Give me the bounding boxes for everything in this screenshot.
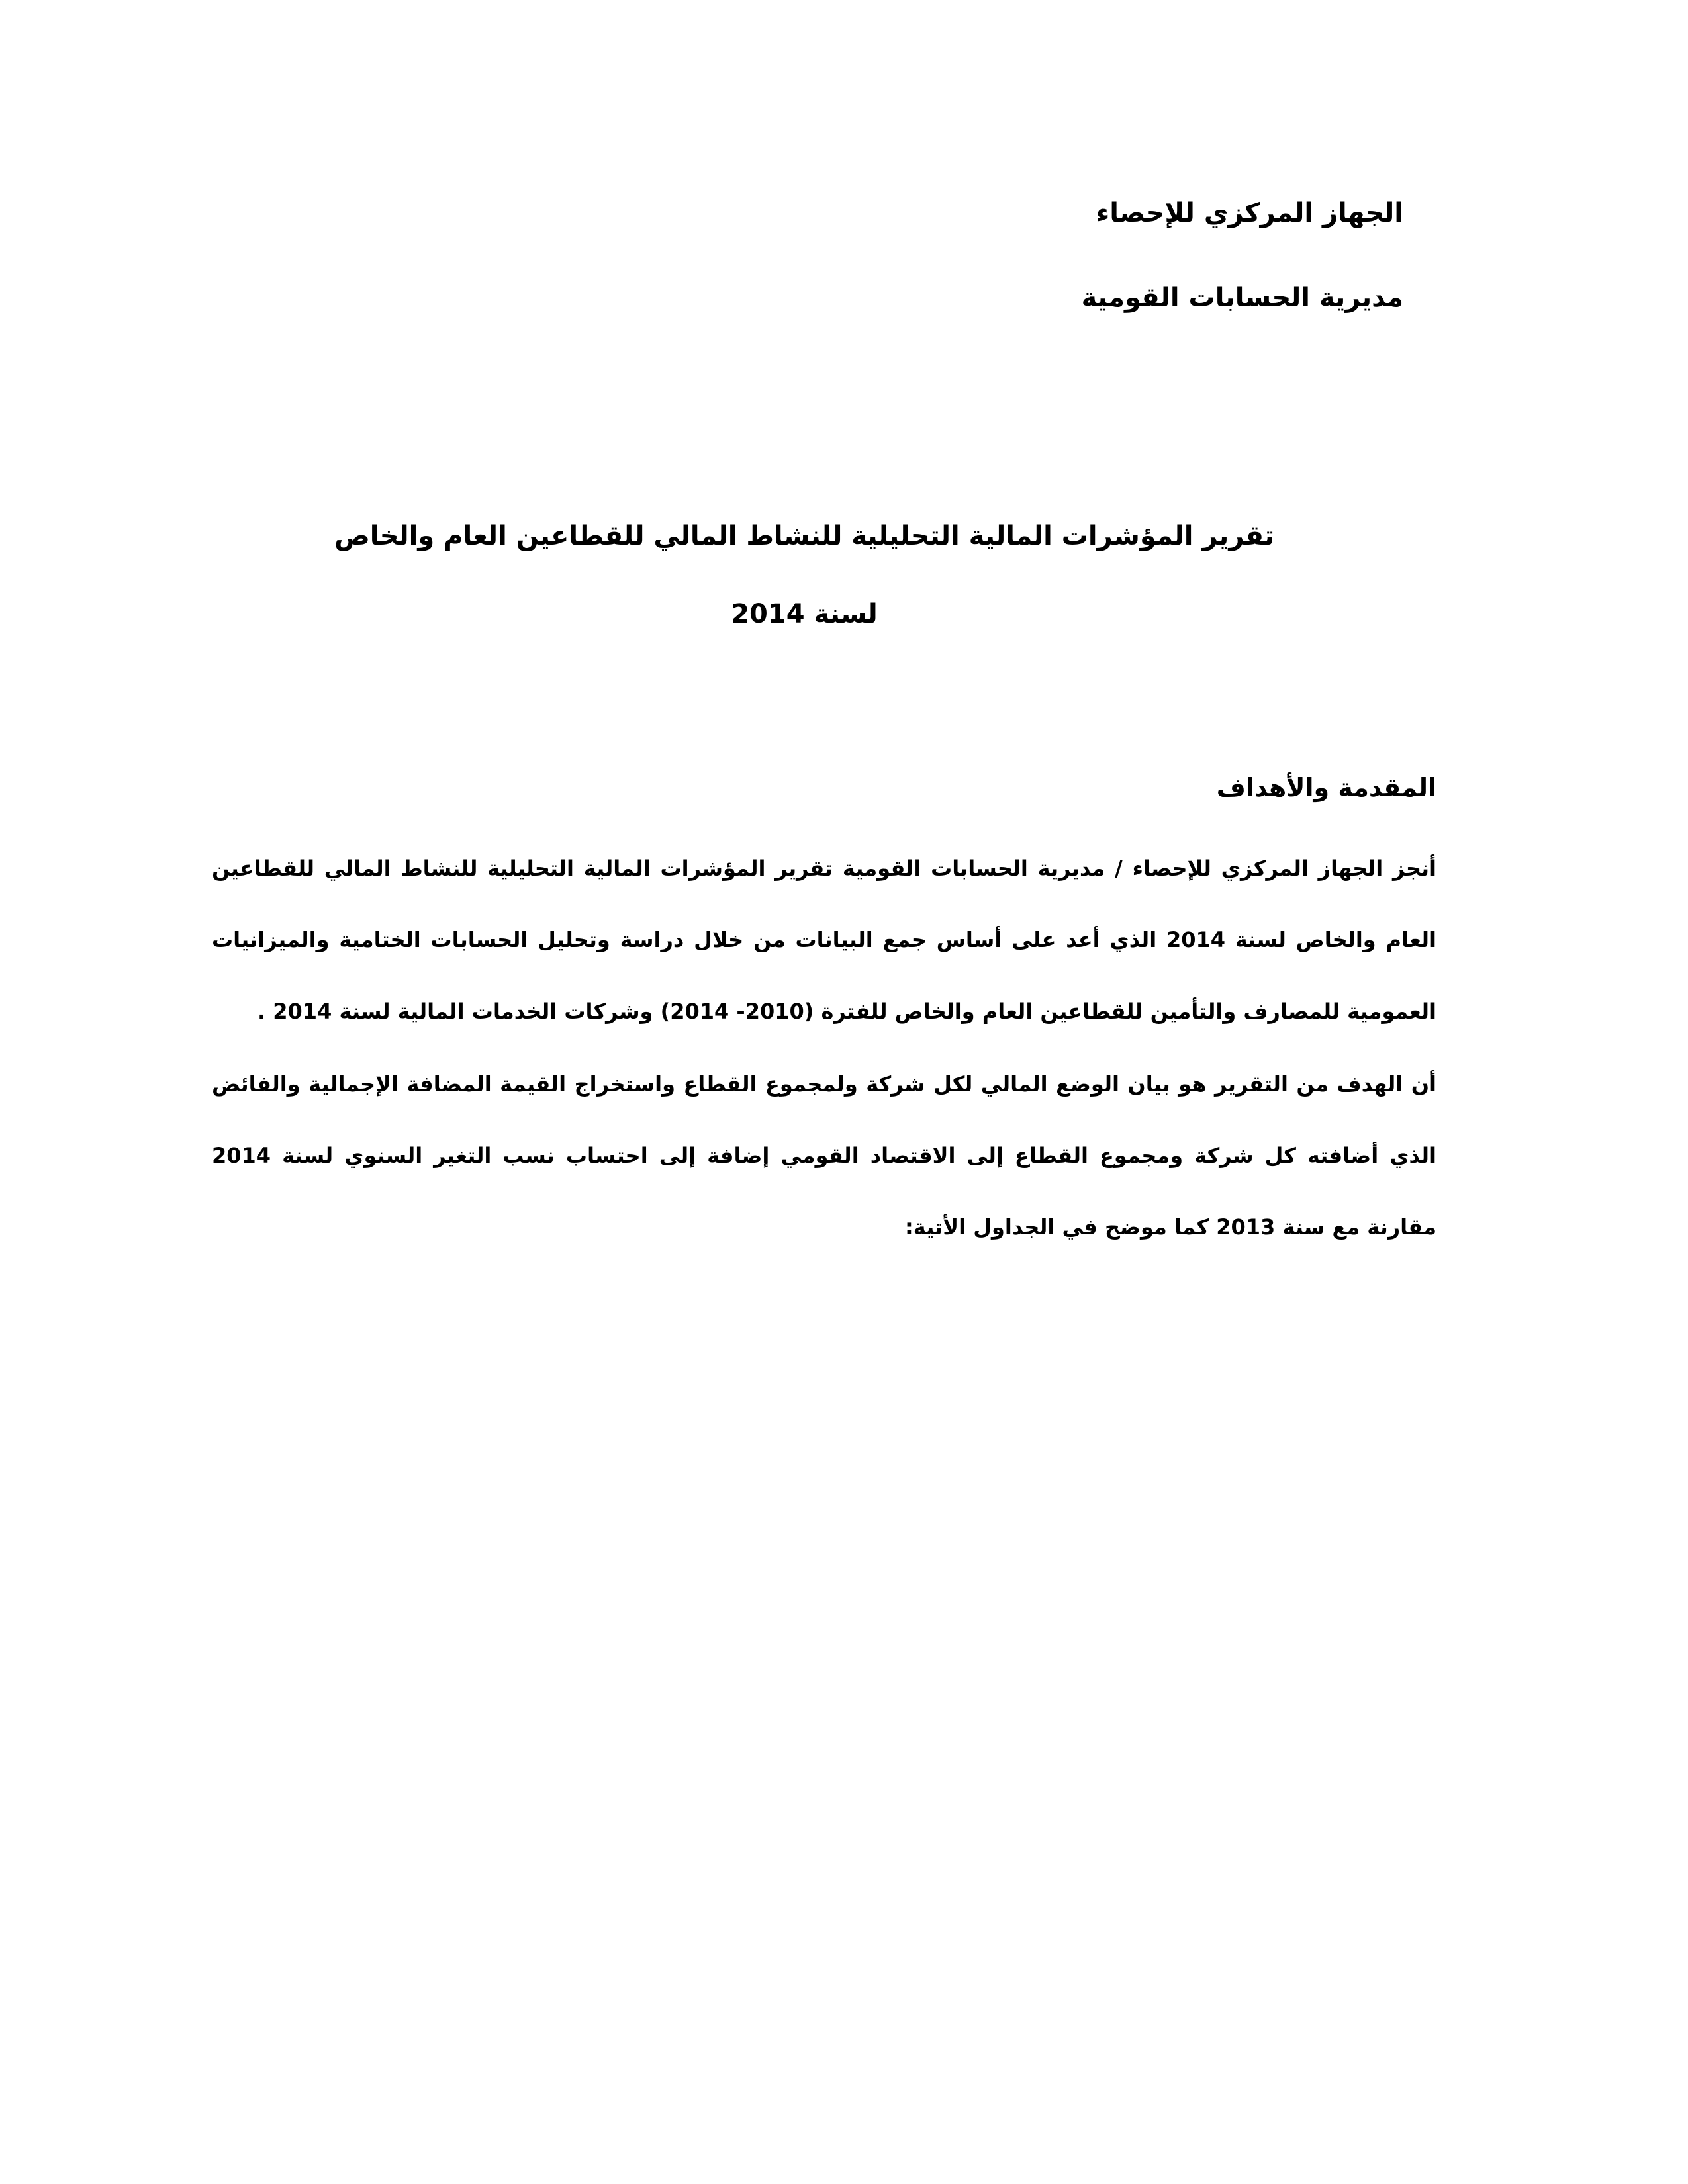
intro-paragraph: أنجز الجهاز المركزي للإحصاء / مديرية الحسابات القومية تقرير المؤشرات المالية التحليلية للنشاط المالي للقطاعين العام والخاص لسنة 2014 الذي أعد على أساس جمع البيانات من خلال دراسة وتحليل الحسابات الختامية والميزانيات العمومية للمصارف والتأمين للقطاعين العام والخاص للفترة (2010- 2014) وشركات الخدمات المالية لسنة 2014 . (212, 856, 1437, 1024)
organization-name: الجهاز المركزي للإحصاء (1096, 198, 1403, 228)
report-title: تقرير المؤشرات المالية التحليلية للنشاط المالي للقطاعين العام والخاص (334, 521, 1275, 551)
objectives-paragraph: أن الهدف من التقرير هو بيان الوضع المالي لكل شركة ولمجموع القطاع واستخراج القيمة المضافة الإجمالية والفائض الذي أضافته كل شركة ومجموع القطاع إلى الاقتصاد القومي إضافة إلى احتساب نسب التغير السنوي لسنة 2014 مقارنة مع سنة 2013 كما موضح في الجداول الأتية: (212, 1071, 1436, 1240)
report-year: لسنة 2014 (731, 599, 878, 629)
directorate-name: مديرية الحسابات القومية (1081, 283, 1403, 313)
section-heading: المقدمة والأهداف (1216, 773, 1436, 802)
